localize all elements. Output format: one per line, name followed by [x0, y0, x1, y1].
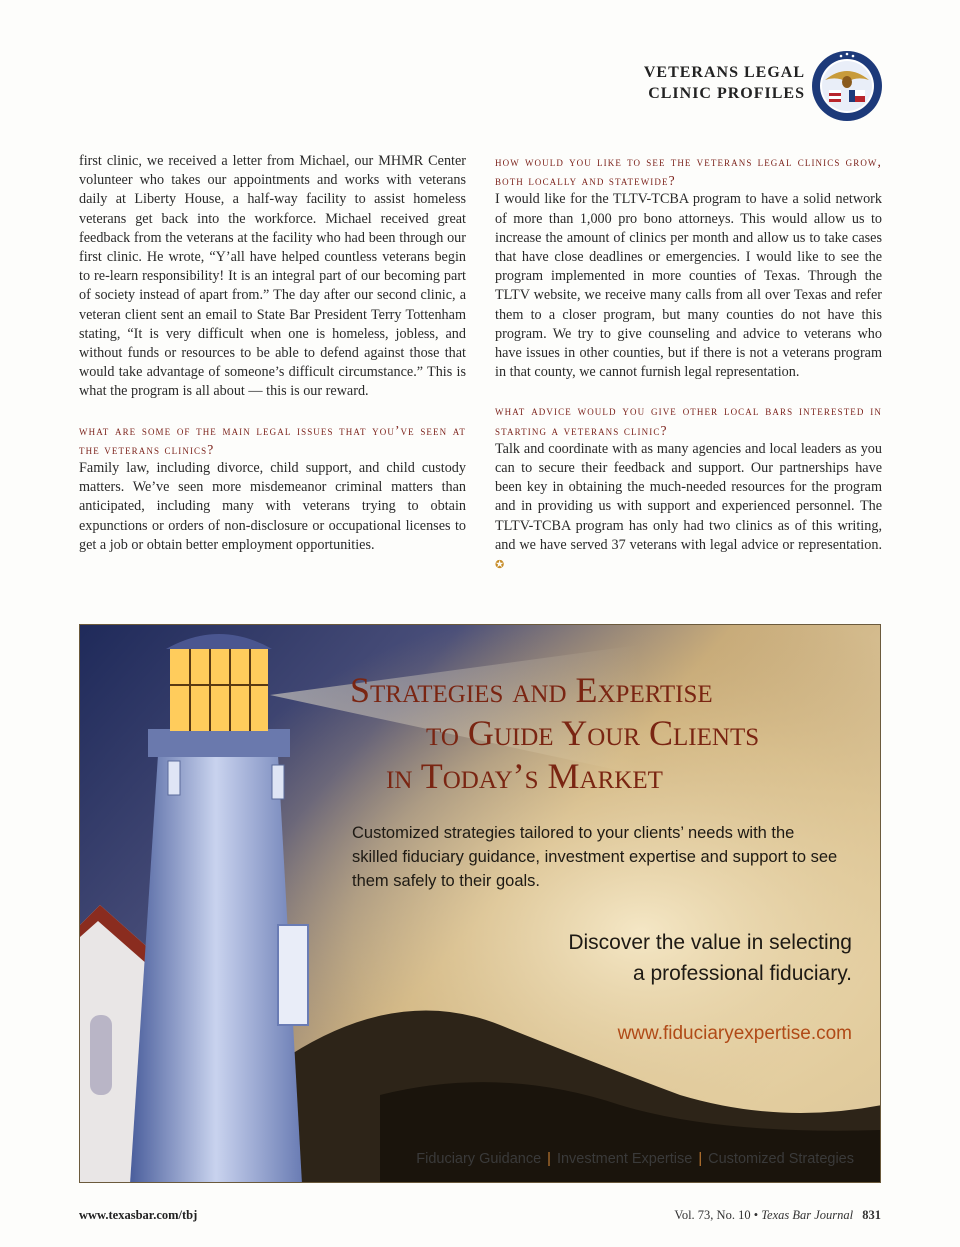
- ad-services-list: [380, 1151, 854, 1167]
- footer-page-number: 831: [862, 1208, 881, 1222]
- footer-website-link[interactable]: www.texasbar.com/tbj: [79, 1208, 198, 1222]
- left-question-heading: what are some of the main legal issues that you’ve seen at the veterans clinics?: [79, 422, 466, 457]
- footer-magazine-title: Texas Bar Journal: [761, 1208, 854, 1222]
- header-line1: VETERANS LEGAL: [643, 64, 805, 81]
- left-paragraph-2: Family law, including divorce, child support, and child custody matters. We’ve seen more misdemeanor criminal matters than anticipated, including many with veterans trying to obtain expunctions or orders of non-disclosure or occupational licenses to get a job or obtain better employment opportunities.: [79, 460, 466, 553]
- end-of-article-mark: ✪: [495, 559, 505, 572]
- service-separator: |: [698, 1151, 703, 1167]
- left-paragraph-1: first clinic, we received a letter from Michael, our MHMR Center volunteer who takes our appointments and works with veterans daily at Liberty House, a half-way facility to assist homeless veterans get back into the workforce. Michael received great feedback from the veterans at the facility who had been through our first clinic. He wrote, “Y’all have helped countless veterans begin to re-learn responsibility! It is an integral part of our becoming part of society instead of apart from.” The day after our second clinic, a veteran client sent an email to State Bar President Terry Tottenham stating, “It is very difficult when one is homeless, jobless, and without funds or resources to be able to defend against those that would take advantage of someone’s difficult circumstance.” This is what the program is all about — this is our reward.: [79, 153, 466, 400]
- footer-issue-info: [674, 1208, 881, 1223]
- left-article-column: [79, 152, 466, 555]
- footer-bullet: •: [753, 1208, 759, 1222]
- veterans-seal-logo: [811, 50, 883, 122]
- ad-headline-line1: Strategies and Expertise: [350, 670, 713, 710]
- service-item: Fiduciary Guidance: [416, 1151, 542, 1167]
- service-item: Customized Strategies: [708, 1151, 854, 1167]
- ad-headline: [350, 669, 870, 798]
- ad-tagline: Customized strategies tailored to your clients’ needs with the skilled fiduciary guidance, investment expertise and support to see them safely to their goals.: [352, 824, 838, 890]
- ad-cta-line2: a professional fiduciary.: [632, 962, 852, 985]
- fiduciary-advertisement: [79, 624, 881, 1183]
- right-paragraph-2: [495, 440, 882, 575]
- service-item: Investment Expertise: [556, 1151, 693, 1167]
- ad-cta-line1: Discover the value in selecting: [568, 931, 852, 954]
- right-question-heading-1: how would you like to see the veterans legal clinics grow, both locally and statewide?: [495, 154, 882, 189]
- ad-call-to-action: [480, 927, 852, 989]
- right-question-heading-2: what advice would you give other local bars interested in starting a veterans clinic?: [495, 403, 882, 438]
- header-line2: CLINIC PROFILES: [648, 85, 805, 102]
- right-paragraph-2-text: Talk and coordinate with as many agencies and local leaders as you can to secure their feedback and support. Our partnerships have been key in obtaining the much-needed resources for the program and in providing us with support and experienced personnel. The TLTV-TCBA program has only had two clinics as of this writing, and we have served 37 veterans with legal advice or representation.: [495, 440, 882, 553]
- service-separator: |: [547, 1151, 551, 1167]
- ad-headline-line2: to Guide Your Clients: [426, 713, 760, 753]
- footer-volume: Vol. 73, No. 10: [674, 1208, 751, 1222]
- ad-headline-line3: in Today’s Market: [386, 756, 663, 796]
- ad-website-link[interactable]: www.fiduciaryexpertise.com: [617, 1023, 852, 1044]
- right-paragraph-1: I would like for the TLTV-TCBA program to have a solid network of more than 1,000 pro bono attorneys. This would allow us to increase the amount of clinics per month and allow us to take cases that have close deadlines or emergencies. I would like to see the program implemented in more counties of Texas. Through the TLTV website, we receive many calls from all over Texas and refer them to a closer program, but many counties do not have this program. We try to give counseling and advice to veterans who have issues in other counties, but if there is not a veterans program in that county, we cannot furnish legal representation.: [495, 191, 882, 381]
- section-header: [640, 62, 805, 104]
- right-article-column: [495, 152, 882, 575]
